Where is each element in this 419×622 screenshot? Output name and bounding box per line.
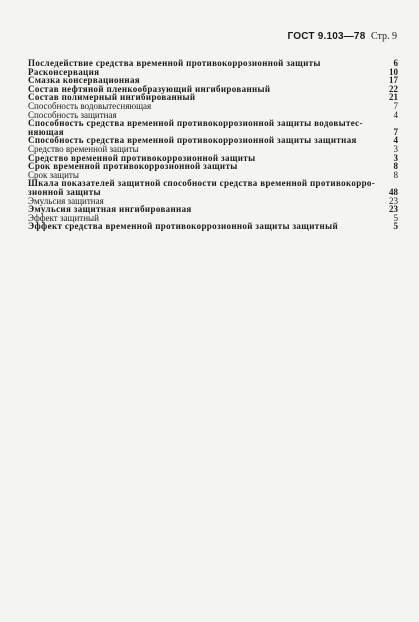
index-entry bbox=[28, 119, 398, 136]
index-term-line: Средство временной противокоррозионной защиты bbox=[28, 152, 256, 163]
index-page-number: 8 bbox=[393, 169, 398, 180]
index-term-line: Срок защиты bbox=[28, 169, 79, 180]
index-term-line: зионной защиты bbox=[28, 186, 101, 197]
index-page-number: 8 bbox=[393, 161, 398, 172]
index-page-number: 7 bbox=[393, 100, 398, 111]
index-page-number: 48 bbox=[389, 186, 398, 197]
index-page-number: 21 bbox=[389, 92, 398, 103]
index-entry bbox=[28, 222, 398, 231]
index-term-line: няющая bbox=[28, 126, 64, 137]
index-term-line: Средство временной защиты bbox=[28, 143, 139, 154]
index-page-number: 3 bbox=[393, 152, 398, 163]
index-term-line: Состав полимерный ингибированный bbox=[28, 92, 196, 103]
index-term-line: Способность водовытесняющая bbox=[28, 100, 152, 111]
index-page-number: 4 bbox=[393, 135, 398, 146]
index-page-number: 23 bbox=[389, 195, 398, 206]
index-page-number: 7 bbox=[393, 126, 398, 137]
index-page-number: 6 bbox=[393, 58, 398, 68]
page-header bbox=[288, 31, 397, 42]
index-term-line: Способность защитная bbox=[28, 109, 117, 120]
index-page-number: 17 bbox=[389, 75, 398, 86]
index-term-line: Способность средства временной противокоррозионной защиты защитная bbox=[28, 135, 357, 146]
index-term-line: Состав нефтяной пленкообразующий ингибированный bbox=[28, 83, 271, 94]
index-page-number: 22 bbox=[389, 83, 398, 94]
index-term bbox=[28, 222, 394, 231]
index-page-number: 4 bbox=[393, 109, 398, 120]
index-page-number: 23 bbox=[389, 204, 398, 215]
index-page-number: 3 bbox=[393, 143, 398, 154]
index-term-line: Эффект средства временной противокоррозионной защиты защитный bbox=[28, 221, 338, 232]
standard-number: ГОСТ 9.103—78 bbox=[287, 31, 366, 42]
index-entry bbox=[28, 179, 398, 196]
index-term-line: Эмульсия защитная ингибированная bbox=[28, 204, 192, 215]
index-term-line: Шкала показателей защитной способности средства временной противокорро- bbox=[28, 178, 376, 189]
index-page-number: 5 bbox=[393, 212, 398, 223]
index-term-line: Способность средства временной противокоррозионной защиты водовытес- bbox=[28, 118, 363, 129]
index-term-line: Эффект защитный bbox=[28, 212, 99, 223]
index-term-line: Последействие средства временной противокоррозионной защиты bbox=[28, 58, 321, 68]
index-term bbox=[28, 179, 389, 196]
index-term-line: Срок временной противокоррозионной защиты bbox=[28, 161, 238, 172]
index-term-line: Расконсервация bbox=[28, 66, 100, 77]
index-page-number: 5 bbox=[393, 221, 398, 232]
page-number: Стр. 9 bbox=[370, 31, 397, 42]
subject-index bbox=[28, 59, 398, 231]
index-term bbox=[28, 119, 394, 136]
index-term-line: Смазка консервационная bbox=[28, 75, 141, 86]
index-term-line: Эмульсия защитная bbox=[28, 195, 104, 206]
index-page-number: 10 bbox=[389, 66, 398, 77]
index-entry bbox=[28, 162, 398, 171]
index-term bbox=[28, 162, 394, 171]
